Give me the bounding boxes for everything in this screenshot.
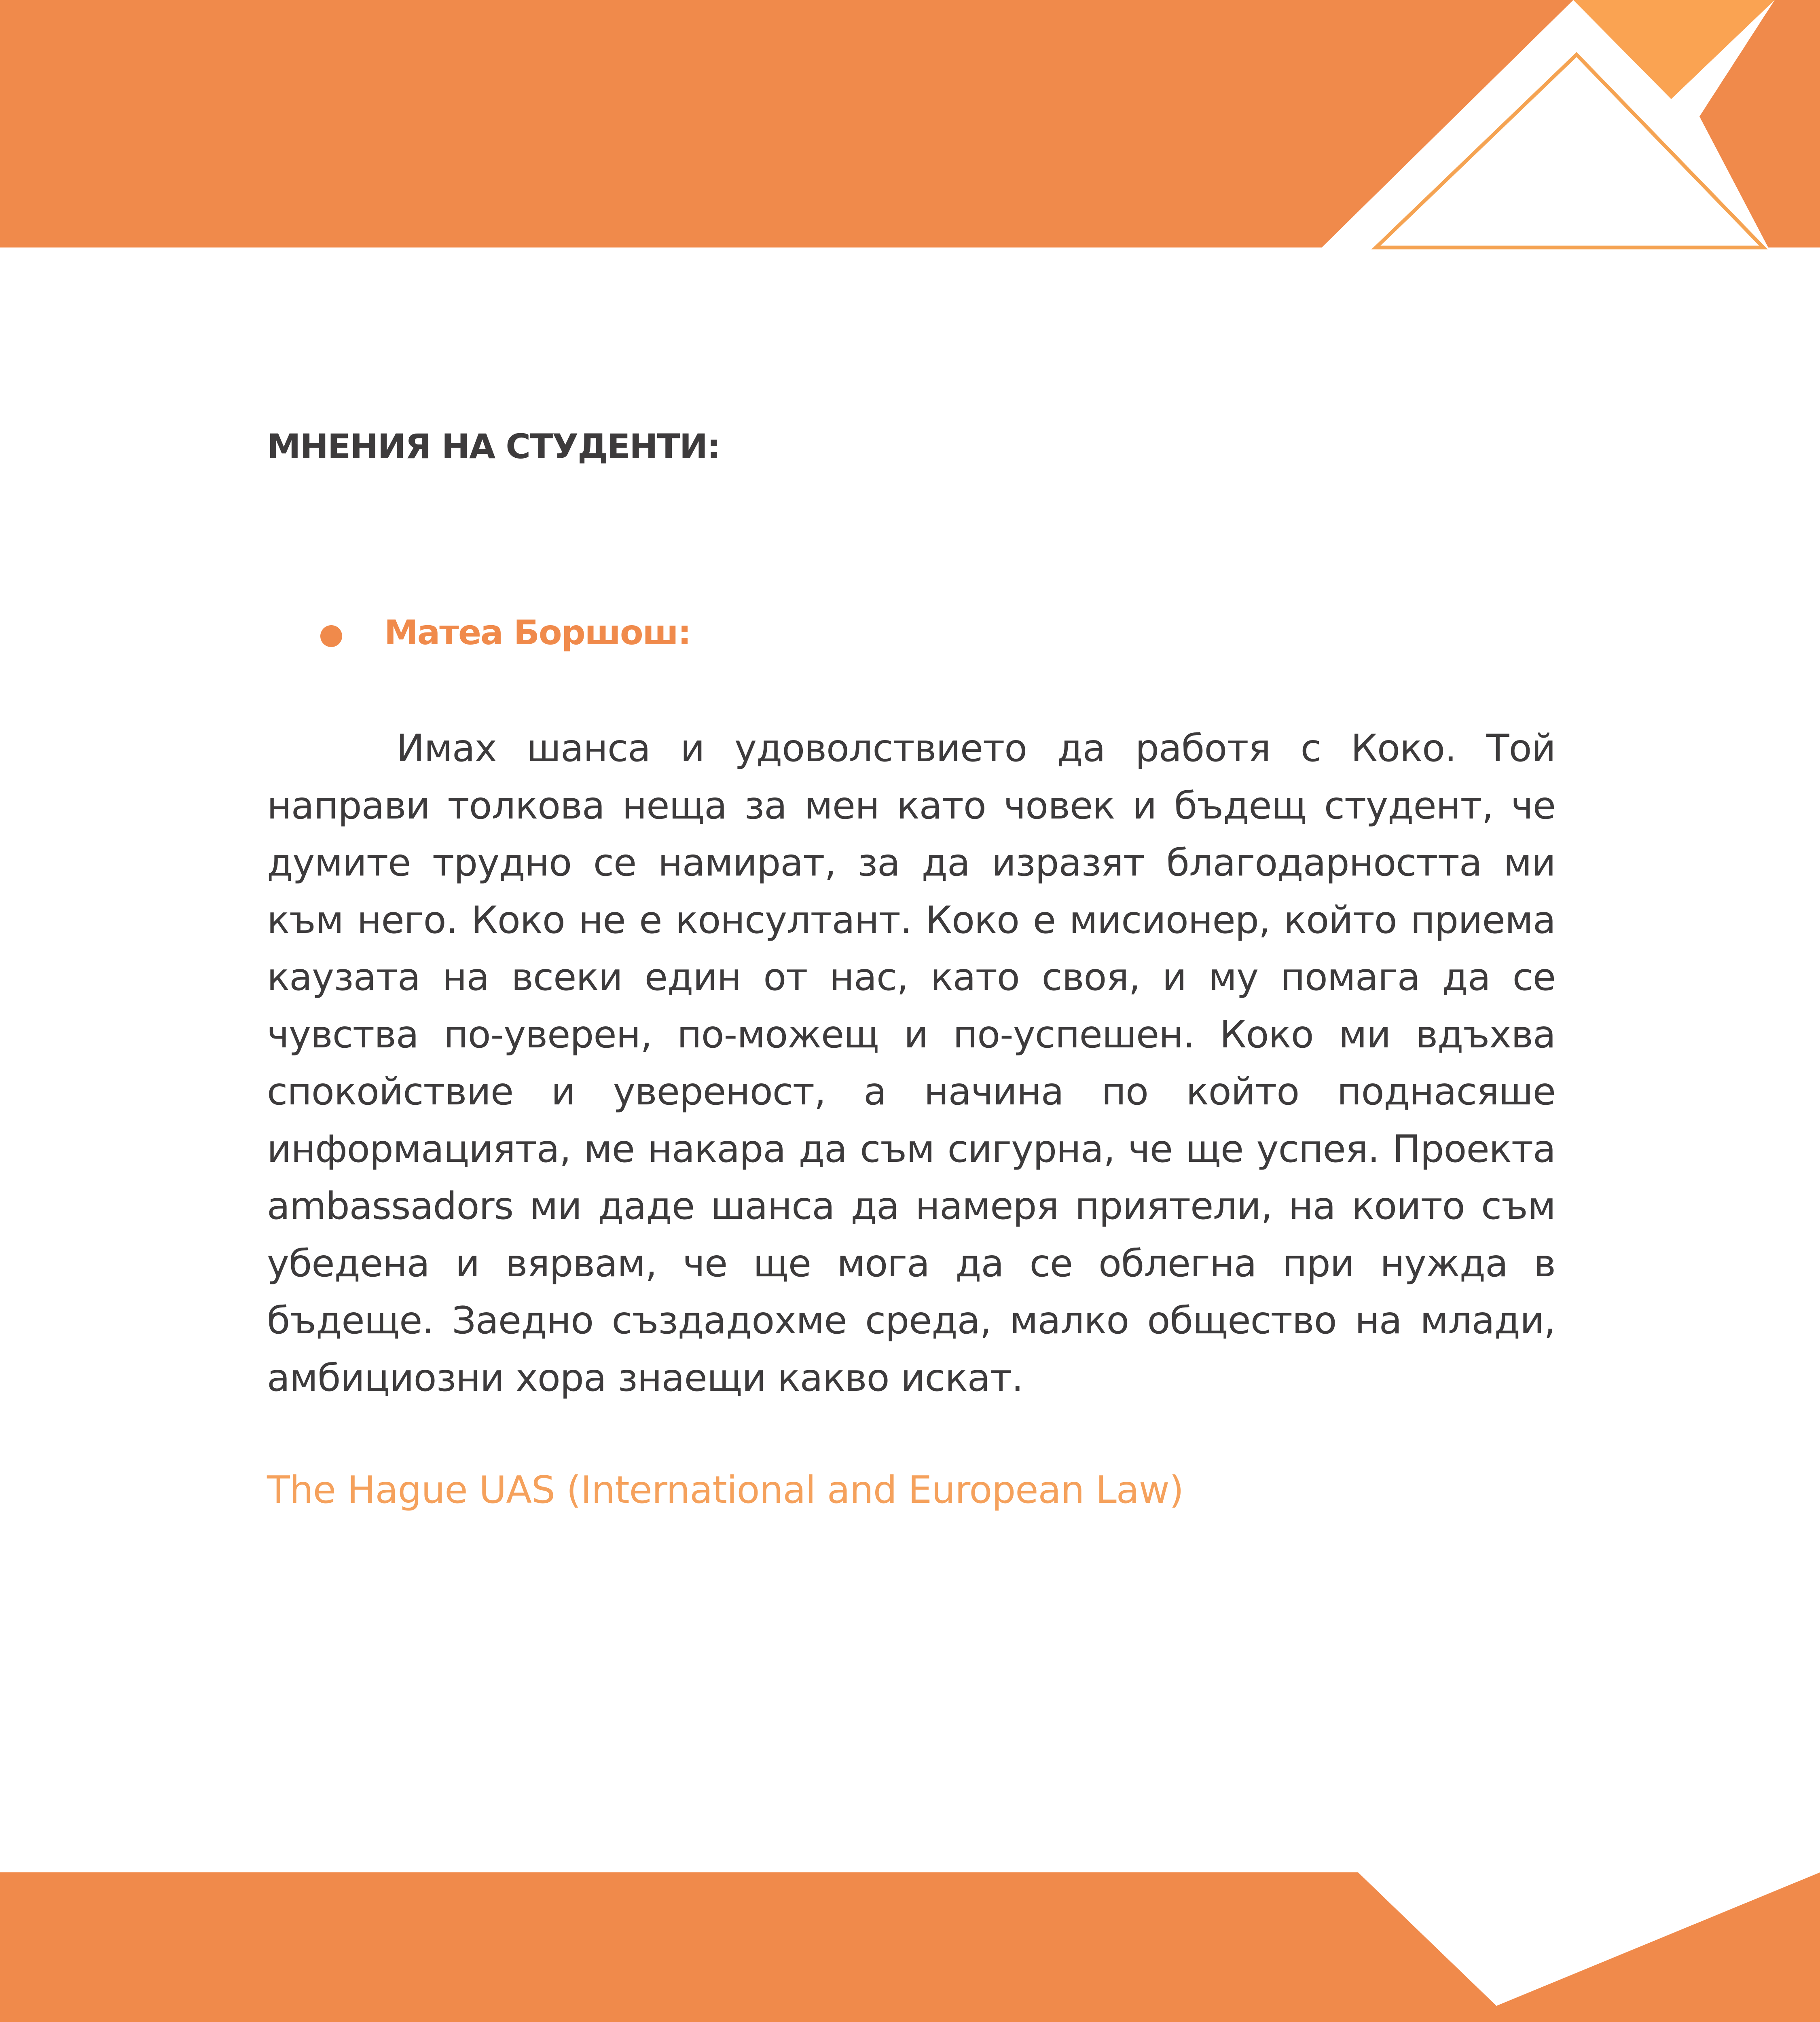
testimonial-text: Имах шанса и удоволствието да работя с Коко. Той направи толкова неща за мен като човек и бъдещ студент, че думите трудно се намират, за да изразят благодарността ми към него. Коко не е консултант. Коко е мисионер, който приема каузата на всеки един от нас, като своя, и му помага да се чувства по-уверен, по-можещ и по-успешен. Коко ми вдъхва спокойствие и увереност, а начина по който поднасяше информацията, ме накара да съм сигурна, че ще успея. Проекта ambassadors ми даде шанса да намеря приятели, на които съм убедена и вярвам, че ще мога да се облегна при нужда в бъдеще. Заедно създадохме среда, малко общество на млади, амбициозни хора знаещи какво искат.: [267, 726, 1555, 1400]
bullet-icon: [320, 625, 342, 647]
student-name: Матеа Боршош:: [384, 613, 691, 652]
bottom-right-white-strip: [1674, 1856, 1820, 1872]
university-name: The Hague UAS (International and European Law): [267, 1468, 1184, 1512]
page-title: МНЕНИЯ НА СТУДЕНТИ:: [267, 427, 720, 466]
